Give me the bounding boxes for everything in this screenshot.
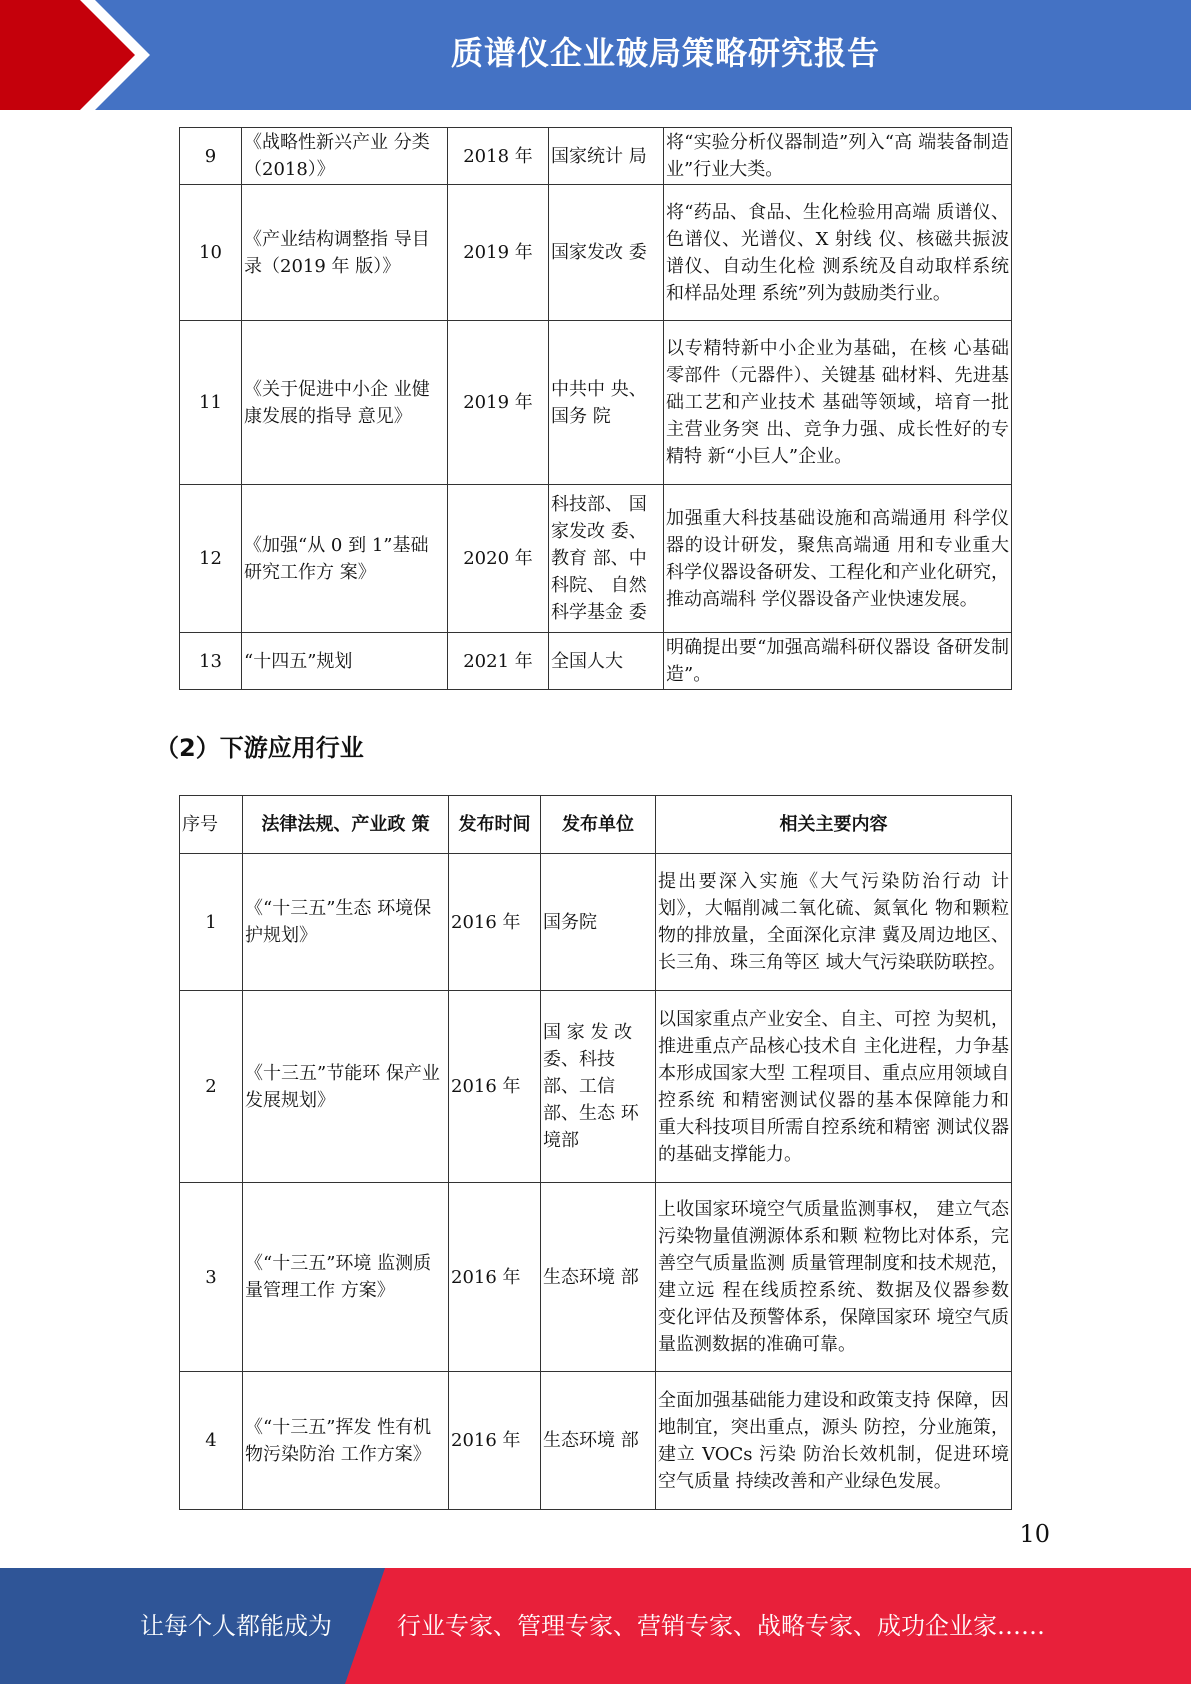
row-number: 2: [180, 991, 243, 1183]
issuer: 国家发改 委: [549, 185, 664, 321]
table-row: [180, 185, 1012, 321]
policy-content: 提出要深入实施《大气污染防治行动 计划》，大幅削减二氧化硫、氮氧化 物和颗粒物的排放量，全面深化京津 冀及周边地区、长三角、珠三角等区 域大气污染联防联控。: [656, 854, 1012, 991]
policy-name: 《“十三五”挥发 性有机物污染防治 工作方案》: [243, 1372, 449, 1510]
row-number: 11: [180, 321, 242, 485]
policy-content: 以国家重点产业安全、自主、可控 为契机，推进重点产品核心技术自 主化进程，力争基本形成国家大型 工程项目、重点应用领域自控系统 和精密测试仪器的基本保障能力和 重大科技项目所需自控系统和精密 测试仪器的基础支撑能力。: [656, 991, 1012, 1183]
publish-date: 2016 年: [449, 991, 541, 1183]
header-seq: 序号: [180, 796, 243, 854]
row-number: 3: [180, 1183, 243, 1372]
publish-date: 2019 年: [448, 185, 549, 321]
footer-slogan-left: 让每个人都能成为: [140, 1612, 332, 1640]
row-number: 13: [180, 633, 242, 690]
report-title: 质谱仪企业破局策略研究报告: [450, 34, 880, 72]
policy-name: 《产业结构调整指 导目录（2019 年 版）》: [242, 185, 448, 321]
policy-name: 《“十三五”生态 环境保护规划》: [243, 854, 449, 991]
row-number: 9: [180, 128, 242, 185]
footer-slogan-right: 行业专家、管理专家、营销专家、战略专家、成功企业家……: [397, 1612, 1045, 1640]
policy-name: “十四五”规划: [242, 633, 448, 690]
page-number: 10: [1019, 1520, 1050, 1548]
publish-date: 2021 年: [448, 633, 549, 690]
publish-date: 2016 年: [449, 854, 541, 991]
policy-content: 将“实验分析仪器制造”列入“高 端装备制造业”行业大类。: [664, 128, 1012, 185]
header-law: 法律法规、产业政 策: [243, 796, 449, 854]
row-number: 10: [180, 185, 242, 321]
policy-content: 以专精特新中小企业为基础，在核 心基础零部件（元器件）、关键基 础材料、先进基础工艺和产业技术 基础等领域，培育一批主营业务突 出、竞争力强、成长性好的专精特 新“小巨人”企业。: [664, 321, 1012, 485]
policy-name: 《加强“从 0 到 1”基础研究工作方 案》: [242, 485, 448, 633]
issuer: 生态环境 部: [541, 1372, 656, 1510]
issuer: 国务院: [541, 854, 656, 991]
header-issuer: 发布单位: [541, 796, 656, 854]
issuer: 全国人大: [549, 633, 664, 690]
publish-date: 2018 年: [448, 128, 549, 185]
report-footer: [0, 1568, 1191, 1684]
table-row: [180, 1183, 1012, 1372]
report-header: [0, 0, 1191, 110]
issuer: 国家统计 局: [549, 128, 664, 185]
publish-date: 2020 年: [448, 485, 549, 633]
publish-date: 2016 年: [449, 1372, 541, 1510]
row-number: 1: [180, 854, 243, 991]
downstream-policy-table: [179, 795, 1012, 1510]
row-number: 12: [180, 485, 242, 633]
table-row: [180, 1372, 1012, 1510]
header-date: 发布时间: [449, 796, 541, 854]
issuer: 国 家 发 改 委、科技 部、工信 部、生态 环境部: [541, 991, 656, 1183]
policy-content: 明确提出要“加强高端科研仪器设 备研发制造”。: [664, 633, 1012, 690]
table-row: [180, 633, 1012, 690]
issuer: 科技部、 国家发改 委、教育 部、中科院、 自然科学基金 委: [549, 485, 664, 633]
policy-content: 全面加强基础能力建设和政策支持 保障，因地制宜，突出重点，源头 防控，分业施策，建立 VOCs 污染 防治长效机制，促进环境空气质量 持续改善和产业绿色发展。: [656, 1372, 1012, 1510]
policy-name: 《“十三五”环境 监测质量管理工作 方案》: [243, 1183, 449, 1372]
row-number: 4: [180, 1372, 243, 1510]
issuer: 生态环境 部: [541, 1183, 656, 1372]
header-chevron-decoration: [0, 0, 160, 110]
table-row: [180, 321, 1012, 485]
issuer: 中共中 央、国务 院: [549, 321, 664, 485]
policy-name: 《战略性新兴产业 分类（2018）》: [242, 128, 448, 185]
publish-date: 2016 年: [449, 1183, 541, 1372]
table-header-row: [180, 796, 1012, 854]
table-row: [180, 128, 1012, 185]
policy-name: 《十三五”节能环 保产业发展规划》: [243, 991, 449, 1183]
policy-table-continued: [179, 127, 1012, 690]
table-row: [180, 485, 1012, 633]
policy-content: 上收国家环境空气质量监测事权， 建立气态污染物量值溯源体系和颗 粒物比对体系，完善空气质量监测 质量管理制度和技术规范，建立远 程在线质控系统、数据及仪器参数 变化评估及预警体系，保障国家环 境空气质量监测数据的准确可靠。: [656, 1183, 1012, 1372]
publish-date: 2019 年: [448, 321, 549, 485]
section-heading: （2）下游应用行业: [155, 734, 364, 762]
policy-name: 《关于促进中小企 业健康发展的指导 意见》: [242, 321, 448, 485]
header-content: 相关主要内容: [656, 796, 1012, 854]
table-row: [180, 991, 1012, 1183]
policy-content: 加强重大科技基础设施和高端通用 科学仪器的设计研发，聚焦高端通 用和专业重大科学仪器设备研发、工程化和产业化研究，推动高端科 学仪器设备产业快速发展。: [664, 485, 1012, 633]
policy-content: 将“药品、食品、生化检验用高端 质谱仪、色谱仪、光谱仪、X 射线 仪、核磁共振波谱仪、自动生化检 测系统及自动取样系统和样品处理 系统”列为鼓励类行业。: [664, 185, 1012, 321]
table-row: [180, 854, 1012, 991]
